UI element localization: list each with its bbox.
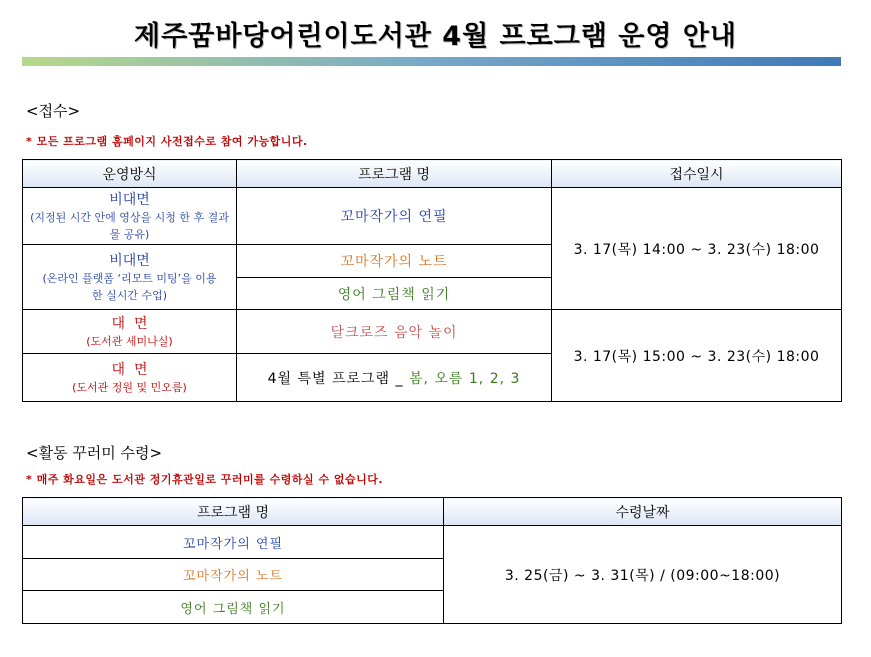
method-note: (도서관 정원 및 민오름) <box>72 381 187 394</box>
registration-heading: <접수> <box>26 102 81 120</box>
table-row <box>23 310 842 354</box>
method-label: 비대면 <box>109 192 150 208</box>
kit-program-name: 꼬마작가의 노트 <box>23 559 444 591</box>
table-row <box>23 526 842 559</box>
method-cell <box>23 188 237 245</box>
header-kit-date: 수령날짜 <box>444 498 842 526</box>
registration-table <box>22 159 842 402</box>
header-program: 프로그램 명 <box>237 160 552 188</box>
program-prefix: 4월 특별 프로그램 _ <box>267 370 409 387</box>
kit-program-name: 영어 그림책 읽기 <box>23 591 444 624</box>
program-name: 꼬마작가의 노트 <box>237 245 552 278</box>
page-title: 제주꿈바당어린이도서관 4월 프로그램 운영 안내 <box>133 21 738 52</box>
method-cell <box>23 245 237 310</box>
program-name <box>237 354 552 402</box>
method-cell <box>23 310 237 354</box>
method-note: (도서관 세미나실) <box>86 335 173 348</box>
title-underline-bar <box>22 57 841 66</box>
kit-date-cell: 3. 25(금) ~ 3. 31(목) / (09:00~18:00) <box>444 526 842 624</box>
method-label: 대 면 <box>111 316 148 332</box>
kit-heading: <활동 꾸러미 수령> <box>26 444 163 462</box>
program-name: 영어 그림책 읽기 <box>237 278 552 310</box>
method-note: (지정된 시간 안에 영상을 시청 한 후 결과물 공유) <box>30 211 229 241</box>
method-label: 대 면 <box>111 362 148 378</box>
kit-notice: * 매주 화요일은 도서관 정기휴관일로 꾸러미를 수령하실 수 없습니다. <box>26 473 384 486</box>
table-row <box>23 188 842 245</box>
kit-table <box>22 497 842 624</box>
header-reg-date: 접수일시 <box>552 160 842 188</box>
header-kit-program: 프로그램 명 <box>23 498 444 526</box>
program-suffix: 봄, 오름 1, 2, 3 <box>408 370 521 387</box>
kit-program-name: 꼬마작가의 연필 <box>23 526 444 559</box>
program-name: 달크로즈 음악 놀이 <box>237 310 552 354</box>
registration-notice: * 모든 프로그램 홈페이지 사전접수로 참여 가능합니다. <box>26 135 308 148</box>
program-name: 꼬마작가의 연필 <box>237 188 552 245</box>
reg-date-cell: 3. 17(목) 15:00 ~ 3. 23(수) 18:00 <box>552 310 842 402</box>
reg-date-cell: 3. 17(목) 14:00 ~ 3. 23(수) 18:00 <box>552 188 842 310</box>
header-method: 운영방식 <box>23 160 237 188</box>
method-cell <box>23 354 237 402</box>
method-label: 비대면 <box>109 253 150 269</box>
method-note: (온라인 플랫폼 ‘리모트 미팅’을 이용한 실시간 수업) <box>42 272 217 302</box>
